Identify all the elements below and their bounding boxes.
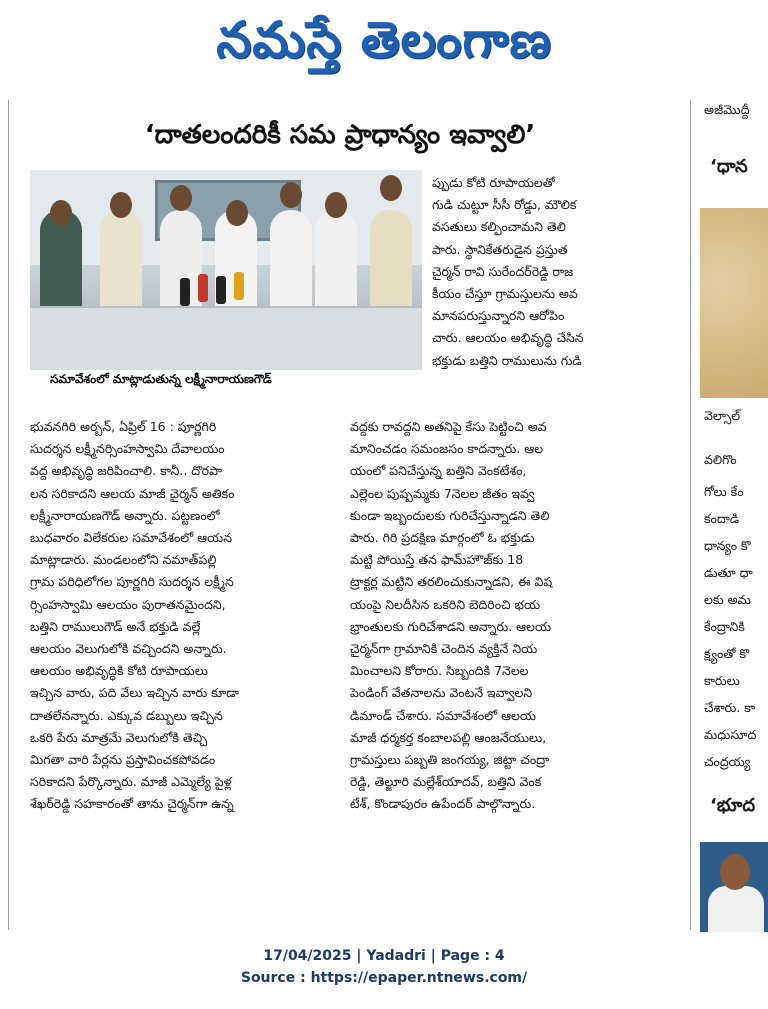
adjacent-snippet: గోలు కేం bbox=[704, 484, 744, 499]
body-line: మించాలని కోరారు. సిబ్బందికి 7నెలల bbox=[350, 663, 529, 679]
body-line: గ్రామస్తులు పబ్బతి జంగయ్య, జిట్టా చంద్రా bbox=[350, 752, 550, 768]
body-line: ఇచ్చిన వారు, పది వేలు ఇచ్చిన వారు కూడా bbox=[30, 685, 239, 701]
body-line: వద్దకు రావద్దని అతనిపై కేసు పెట్టించి అవ bbox=[350, 419, 547, 434]
body-line: వద్ద అభివృద్ధి జరిపించాలి. కానీ.. దొరపా bbox=[30, 463, 222, 479]
body-line: ఆలయం అభివృద్ధికి కోటి రూపాయలు bbox=[30, 663, 208, 679]
body-line: చైర్మన్‌గా గ్రామానికి చెందిన వ్యక్తినే నియ bbox=[350, 641, 538, 657]
adjacent-snippet: మధుసూద bbox=[704, 727, 757, 742]
body-line: భ్రాంతులకు గురిచేశాడని అన్నారు. ఆలయ bbox=[350, 618, 552, 634]
adjacent-article-strip bbox=[700, 90, 768, 940]
body-line: భువనగిరి అర్బన్, ఏప్రిల్ 16 : పూర్ణగిరి bbox=[30, 419, 217, 434]
body-line: రెడ్డి, తెల్జూరి మల్లేశ్‌యాదవ్, బత్తిని వెంక bbox=[350, 774, 542, 790]
article-body-col2-top bbox=[432, 172, 650, 408]
photo-caption: సమావేశంలో మాట్లాడుతున్న లక్ష్మీనారాయణగౌడ్ bbox=[50, 372, 272, 386]
article-body-col1 bbox=[30, 416, 340, 836]
adjacent-snippet: కేంద్రానికి bbox=[704, 619, 745, 634]
body-line: మానపరుస్తున్నారని ఆరోపిం bbox=[432, 308, 565, 324]
body-line: టేశ్, కొండాపురం ఉపేందర్ పాల్గొన్నారు. bbox=[350, 796, 536, 812]
body-line: లన సరికాదని ఆలయ మాజీ చైర్మన్ అతికం bbox=[30, 485, 235, 501]
masthead bbox=[0, 0, 768, 80]
adjacent-snippet: చేశారు. కా bbox=[704, 700, 756, 715]
adjacent-snippet: ధాన్యం కొ bbox=[704, 538, 751, 553]
adjacent-snippet: వలిగొం bbox=[704, 452, 737, 467]
body-line: భక్తుడు బత్తిని రాములును గుడి bbox=[432, 352, 582, 368]
body-line: లక్ష్మీనారాయణగౌడ్ అన్నారు. పట్టణంలో bbox=[30, 507, 220, 523]
article-headline: ‘దాతలందరికీ సమ ప్రాధాన్యం ఇవ్వాలి’ bbox=[144, 120, 536, 150]
footer-date-page: 17/04/2025 | Yadadri | Page : 4 bbox=[263, 948, 505, 964]
body-line: ఎల్లెంల పుష్పమ్మకు 7నెలల జీతం ఇవ్వ bbox=[350, 485, 535, 501]
body-line: మిగతా వారి పేర్లను ప్రస్తావించకపోవడం bbox=[30, 752, 216, 768]
body-line: గ్రామ పరిధిలోగల పూర్ణగిరి సుదర్శన లక్ష్మీన bbox=[30, 574, 234, 590]
body-line: మట్టి పోయిస్తే తన ఫామ్‌హౌజ్‌కు 18 bbox=[350, 552, 524, 568]
body-line: పెండింగ్ వేతనాలను వెంటనే ఇవ్వాలని bbox=[350, 685, 533, 701]
masthead-title: నమస్తే తెలంగాణ bbox=[216, 11, 552, 69]
body-line: డిమాండ్ చేశారు. సమావేశంలో ఆలయ bbox=[350, 707, 536, 723]
column-rule bbox=[8, 100, 9, 930]
body-line: ఒకరి పేరు మాత్రమే వెలుగులోకి తెచ్చి bbox=[30, 729, 208, 745]
adjacent-headline: ‘భూద bbox=[710, 795, 756, 816]
body-line: మాట్లాడారు. మండలంలోని నమాత్‌పల్లి bbox=[30, 552, 217, 568]
body-line: బుధవారం విలేకరుల సమావేశంలో ఆయన bbox=[30, 530, 232, 546]
body-line: ర్సింహస్వామి ఆలయం పురాతనమైందని, bbox=[30, 596, 226, 612]
body-line: గుడి చుట్టూ సీసీ రోడ్డు, మౌలిక bbox=[432, 197, 577, 213]
body-line: వసతులు కల్పించామని తెలి bbox=[432, 219, 566, 235]
adjacent-snippet: లకు అమ bbox=[704, 592, 751, 607]
body-line: కీయం చేస్తూ గ్రామస్తులను అవ bbox=[432, 286, 578, 302]
body-line: దాతలేనన్నారు. ఎక్కువ డబ్బులు ఇచ్చిన bbox=[30, 707, 223, 723]
body-line: మాజీ ధర్మకర్త కంబాలపల్లి ఆంజనేయులు, bbox=[350, 729, 547, 745]
body-line: బత్తిని రాములుగౌడ్ అనే భక్తుడి వల్లే bbox=[30, 618, 201, 634]
body-line: యంలో పనిచేస్తున్న బత్తిని వెంకటేశం, bbox=[350, 463, 527, 479]
body-line: చారు. ఆలయం అభివృద్ధి చేసిన bbox=[432, 330, 584, 346]
article-body-col2 bbox=[350, 416, 650, 836]
body-line: సరికాదని పేర్కొన్నారు. మాజీ ఎమ్మెల్యే పైళ్ల bbox=[30, 774, 232, 790]
adjacent-snippet: కారులు bbox=[704, 673, 740, 688]
body-line: ఆలయం వెలుగులోకి వచ్చిందని అన్నారు. bbox=[30, 641, 227, 657]
adjacent-caption: వెల్సాల్ bbox=[704, 408, 741, 423]
article-photo bbox=[30, 170, 422, 370]
adjacent-thumbnail bbox=[700, 842, 768, 932]
body-line: చైర్మన్ రావి సురేందర్‌రెడ్డి రాజ bbox=[432, 263, 574, 279]
adjacent-headline: ‘ధాన bbox=[710, 156, 748, 177]
body-line: యంపై నిలదీసిన ఒకరిని బెదిరించి భయ bbox=[350, 596, 541, 612]
footer bbox=[0, 945, 768, 989]
body-line: ట్రాక్టర్ల మట్టిని తరలించుకున్నాడని, ఈ విష bbox=[350, 574, 553, 590]
column-rule bbox=[690, 100, 691, 930]
body-line: కుండా ఇబ్బందులకు గురిచేస్తున్నాడని తెలి bbox=[350, 507, 550, 523]
adjacent-snippet: అజీమొద్దీ bbox=[704, 102, 750, 117]
body-line: పారు. గిరి ప్రదక్షిణ మార్గంలో ఓ భక్తుడు bbox=[350, 530, 535, 546]
footer-source: Source : https://epaper.ntnews.com/ bbox=[240, 970, 528, 986]
body-line: పారు. స్థానికేతరుడైన ప్రస్తుత bbox=[432, 241, 568, 257]
adjacent-snippet: క్ష్యంతో కొ bbox=[704, 646, 750, 661]
adjacent-snippet: చంద్రయ్య bbox=[704, 754, 751, 769]
body-line: సుదర్శన లక్ష్మీనర్సింహస్వామి దేవాలయం bbox=[30, 441, 225, 457]
adjacent-snippet: డుతూ ధా bbox=[704, 565, 753, 580]
adjacent-photo bbox=[700, 208, 768, 398]
adjacent-snippet: కందాడి bbox=[704, 511, 740, 526]
body-line: శేఖర్‌రెడ్డి సహకారంతో తాను చైర్మన్‌గా ఉన్న bbox=[30, 796, 234, 812]
body-line: ప్పుడు కోటి రూపాయలతో bbox=[432, 175, 555, 190]
body-line: మానించడం సమంజసం కాదన్నారు. ఆల bbox=[350, 441, 544, 457]
